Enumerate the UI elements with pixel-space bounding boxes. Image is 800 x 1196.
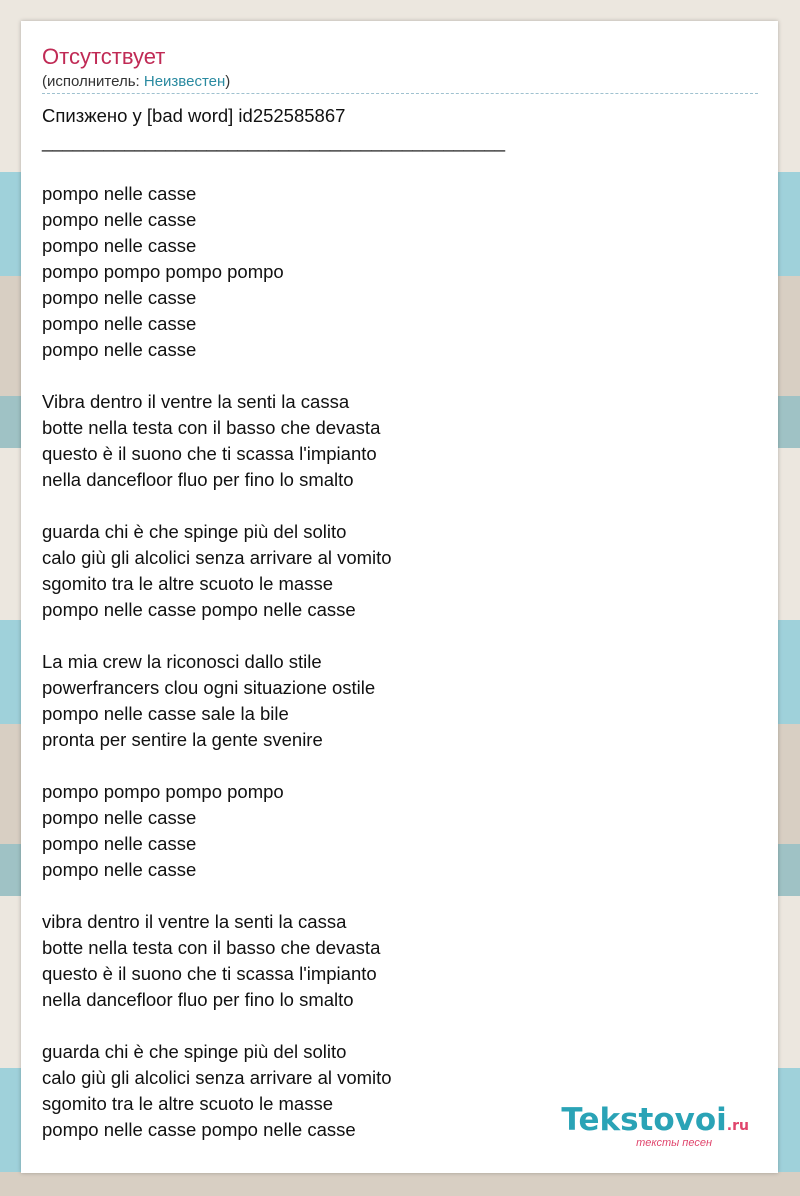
artist-suffix: ): [225, 73, 231, 90]
artist-line: [42, 72, 758, 94]
artist-prefix: (исполнитель:: [42, 73, 144, 90]
site-logo[interactable]: [561, 1103, 749, 1149]
logo-name: Tekstovoi: [561, 1102, 727, 1138]
lyrics-text: Спизжено у [bad word] id252585867 _____________________________________________ pompo nelle casse pompo nelle casse pompo nelle casse pompo pompo pompo pompo pompo nelle casse pompo nelle casse pompo nelle casse Vibra dentro il ventre la senti la cassa botte nella testa con il basso che devasta questo è il suono che ti scassa l'impianto nella dancefloor fluo per fino lo smalto guarda chi è che spinge più del solito calo giù gli alcolici senza arrivare al vomito sgomito tra le altre scuoto le masse pompo nelle casse pompo nelle casse La mia crew la riconosci dallo stile powerfrancers clou ogni situazione ostile pompo nelle casse sale la bile pronta per sentire la gente svenire pompo pompo pompo pompo pompo nelle casse pompo nelle casse pompo nelle casse vibra dentro il ventre la senti la cassa botte nella testa con il basso che devasta questo è il suono che ti scassa l'impianto nella dancefloor fluo per fino lo smalto guarda chi è che spinge più del solito calo giù gli alcolici senza arrivare al vomito sgomito tra le altre scuoto le masse pompo nelle casse pompo nelle casse: [42, 105, 505, 1140]
logo-tld: .ru: [726, 1118, 749, 1134]
lyrics-page: [21, 21, 778, 1173]
logo-tagline: тексты песен: [636, 1137, 712, 1149]
song-title: Отсутствует: [42, 44, 166, 69]
artist-link[interactable]: Неизвестен: [143, 73, 226, 90]
